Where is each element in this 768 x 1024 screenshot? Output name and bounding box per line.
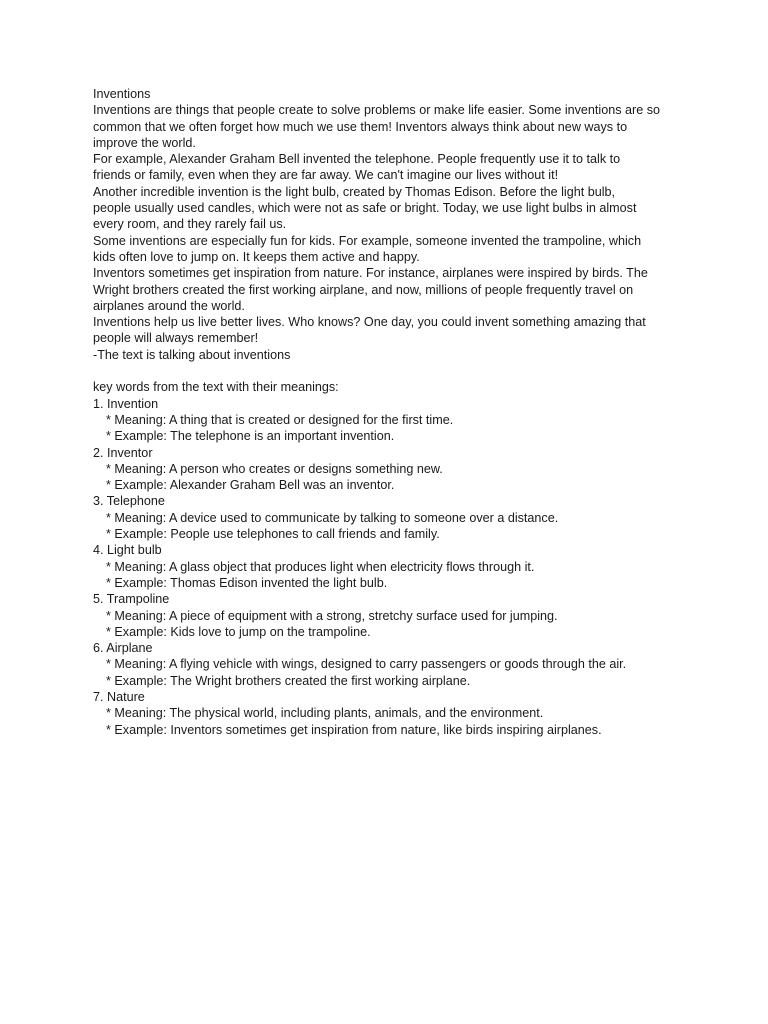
keyword-example: * Example: Thomas Edison invented the light bulb. (106, 575, 388, 590)
paragraph-line: For example, Alexander Graham Bell invented the telephone. People frequently use it to talk to (93, 152, 621, 167)
paragraph-line: Inventors sometimes get inspiration from nature. For instance, airplanes were inspired by birds. The (93, 266, 648, 281)
keyword-example: * Example: Inventors sometimes get inspiration from nature, like birds inspiring airplanes. (106, 722, 602, 737)
paragraph-nature (93, 265, 693, 314)
keyword-item (93, 445, 693, 494)
keyword-example: * Example: Alexander Graham Bell was an inventor. (106, 478, 395, 493)
keyword-example: * Example: The telephone is an important invention. (106, 429, 395, 444)
paragraph-line: improve the world. (93, 135, 196, 150)
paragraph-line: Some inventions are especially fun for kids. For example, someone invented the trampoline, which (93, 233, 642, 248)
paragraph-telephone (93, 151, 693, 184)
keyword-item (93, 591, 693, 640)
keyword-term: 5. Trampoline (93, 592, 170, 607)
keyword-item (93, 640, 693, 689)
paragraph-line: Wright brothers created the first working airplane, and now, millions of people frequently travel on (93, 282, 634, 297)
keyword-example: * Example: Kids love to jump on the trampoline. (106, 624, 371, 639)
keyword-meaning: * Meaning: The physical world, including plants, animals, and the environment. (106, 706, 544, 721)
paragraph-line: airplanes around the world. (93, 298, 245, 313)
paragraph-line: Inventions are things that people create to solve problems or make life easier. Some inventions are so (93, 103, 661, 118)
keyword-meaning: * Meaning: A thing that is created or designed for the first time. (106, 412, 454, 427)
keyword-term: 3. Telephone (93, 494, 165, 509)
paragraph-intro (93, 102, 693, 151)
keyword-term: 7. Nature (93, 689, 145, 704)
paragraph-conclusion (93, 314, 693, 347)
paragraph-line: people will always remember! (93, 331, 259, 346)
keyword-term: 6. Airplane (93, 641, 153, 656)
keyword-list (93, 396, 693, 738)
keyword-item (93, 396, 693, 445)
paragraph-line: Another incredible invention is the light bulb, created by Thomas Edison. Before the light bulb, (93, 184, 616, 199)
paragraph-line: Inventions help us live better lives. Who knows? One day, you could invent something amazing that (93, 315, 646, 330)
document-page (93, 86, 693, 738)
keyword-item (93, 689, 693, 738)
paragraph-trampoline (93, 233, 693, 266)
summary-line: -The text is talking about inventions (93, 347, 291, 362)
keyword-meaning: * Meaning: A flying vehicle with wings, designed to carry passengers or goods through the air. (106, 657, 627, 672)
keyword-meaning: * Meaning: A device used to communicate by talking to someone over a distance. (106, 510, 559, 525)
keyword-term: 4. Light bulb (93, 543, 162, 558)
paragraph-line: kids often love to jump on. It keeps them active and happy. (93, 249, 420, 264)
paragraph-light-bulb (93, 184, 693, 233)
keyword-example: * Example: The Wright brothers created the first working airplane. (106, 673, 471, 688)
keyword-item (93, 493, 693, 542)
keyword-term: 2. Inventor (93, 445, 153, 460)
paragraph-line: people usually used candles, which were not as safe or bright. Today, we use light bulbs in almost (93, 201, 637, 216)
keyword-meaning: * Meaning: A glass object that produces light when electricity flows through it. (106, 559, 535, 574)
paragraph-line: common that we often forget how much we use them! Inventors always think about new ways to (93, 119, 628, 134)
paragraph-line: every room, and they rarely fail us. (93, 217, 287, 232)
blank-line (93, 363, 693, 379)
keyword-term: 1. Invention (93, 396, 159, 411)
keyword-meaning: * Meaning: A person who creates or designs something new. (106, 461, 443, 476)
keyword-item (93, 542, 693, 591)
keyword-example: * Example: People use telephones to call friends and family. (106, 527, 440, 542)
document-title: Inventions (93, 87, 151, 101)
paragraph-line: friends or family, even when they are far away. We can't imagine our lives without it! (93, 168, 559, 183)
keyword-meaning: * Meaning: A piece of equipment with a strong, stretchy surface used for jumping. (106, 608, 558, 623)
keywords-heading: key words from the text with their meanings: (93, 380, 339, 395)
